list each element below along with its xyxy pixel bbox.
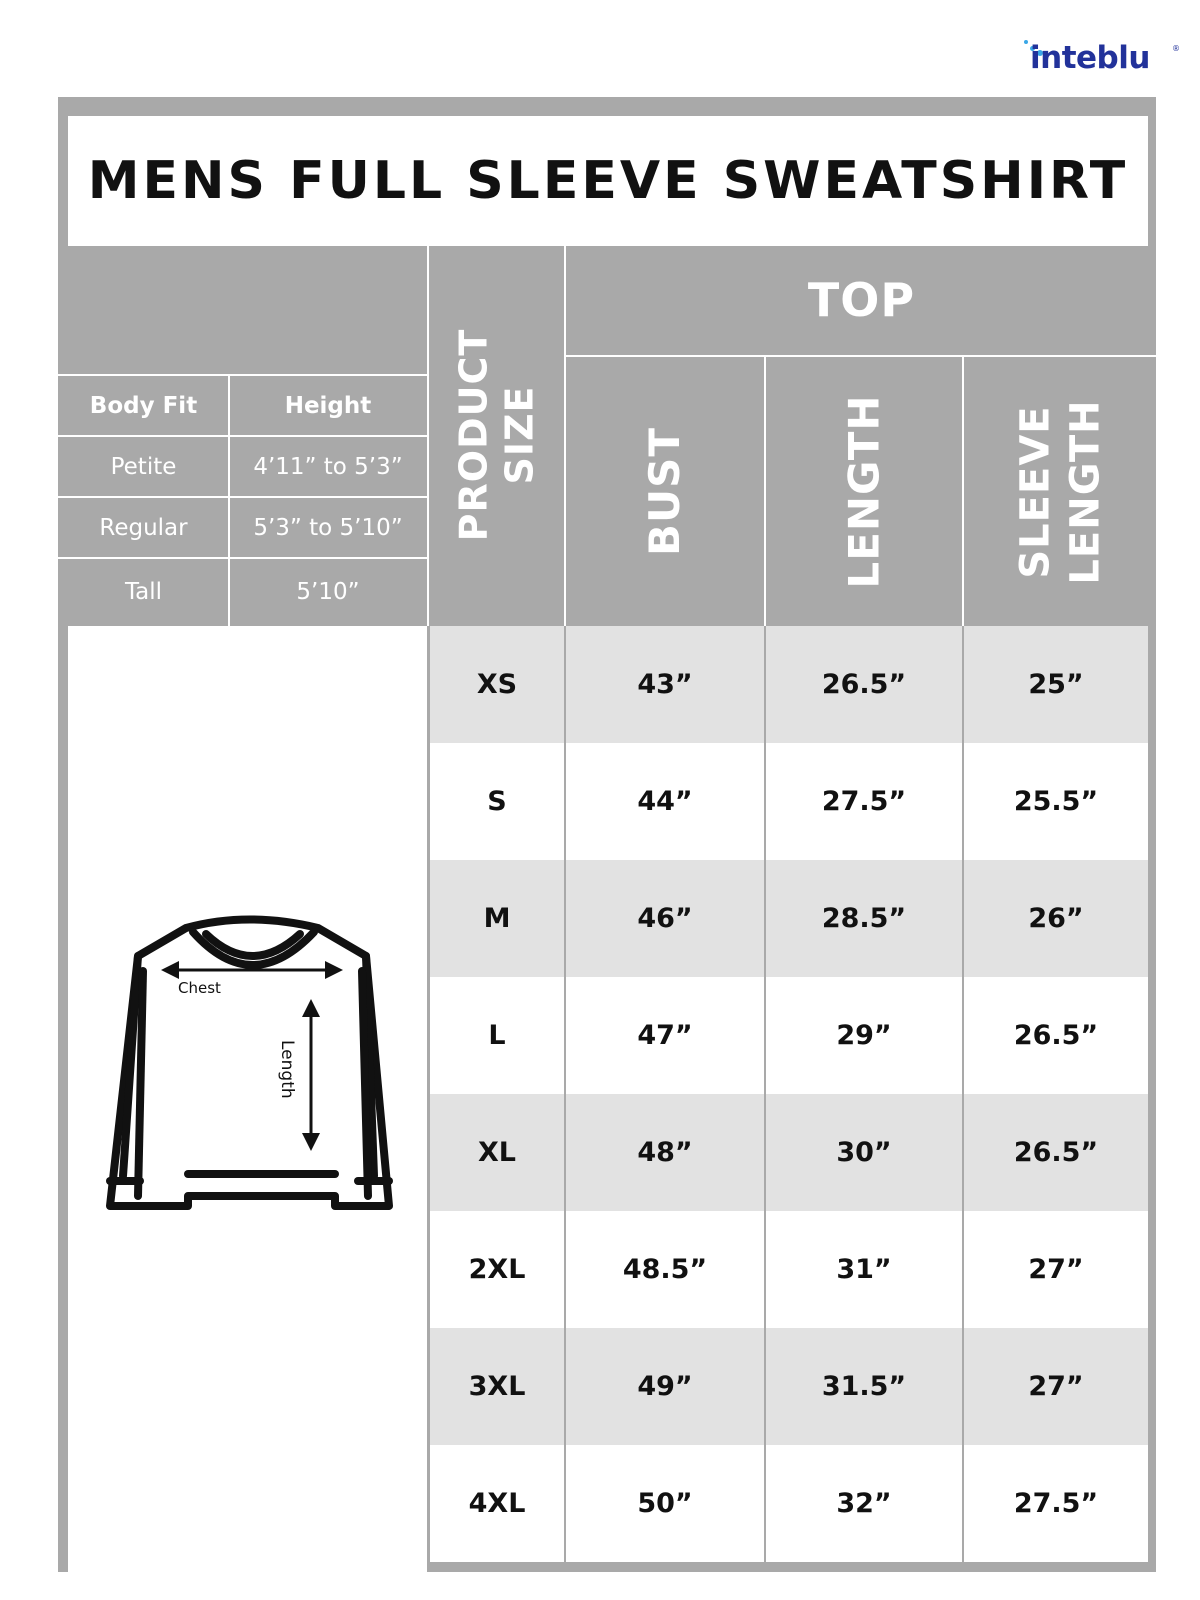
- body-fit-header: Body Fit: [89, 392, 198, 419]
- sleeve-header-line-2: LENGTH: [1063, 398, 1109, 585]
- size-cell: 2XL: [468, 1254, 526, 1285]
- product-size-line-1: PRODUCT: [451, 328, 496, 542]
- sleeve-cell: 25”: [1028, 669, 1084, 700]
- divider: [427, 626, 429, 1572]
- table-row: [430, 1445, 1148, 1562]
- size-cell: 3XL: [468, 1371, 526, 1402]
- divider: [58, 374, 427, 376]
- body-fit-regular: Regular: [99, 514, 188, 541]
- table-row: [430, 1328, 1148, 1445]
- sleeve-cell: 26.5”: [1013, 1020, 1099, 1051]
- bust-header: [566, 357, 764, 626]
- sleeve-cell: 26.5”: [1013, 1137, 1099, 1168]
- length-label: Length: [277, 1040, 297, 1099]
- table-row: [430, 1094, 1148, 1211]
- body-fit-petite: Petite: [110, 453, 177, 480]
- size-cell: 4XL: [468, 1488, 526, 1519]
- size-cell: XS: [476, 669, 518, 700]
- sweatshirt-icon: [68, 626, 427, 1572]
- length-cell: 29”: [836, 1020, 892, 1051]
- sleeve-cell: 26”: [1028, 903, 1084, 934]
- length-cell: 32”: [836, 1488, 892, 1519]
- title-box: [68, 116, 1148, 246]
- table-row: [430, 860, 1148, 977]
- divider: [564, 626, 566, 1572]
- size-cell: M: [483, 903, 511, 934]
- sleeve-length-header: [964, 357, 1158, 626]
- sleeve-cell: 27.5”: [1013, 1488, 1099, 1519]
- bust-cell: 44”: [637, 786, 693, 817]
- logo-registered-mark: ®: [1172, 44, 1180, 53]
- table-row: [430, 977, 1148, 1094]
- size-cell: L: [488, 1020, 506, 1051]
- height-tall: 5’10”: [296, 579, 360, 605]
- length-cell: 30”: [836, 1137, 892, 1168]
- table-row: [430, 1211, 1148, 1328]
- length-cell: 28.5”: [821, 903, 907, 934]
- length-header-label: LENGTH: [839, 394, 889, 589]
- height-petite: 4’11” to 5’3”: [253, 453, 403, 480]
- length-cell: 31.5”: [821, 1371, 907, 1402]
- length-cell: 27.5”: [821, 786, 907, 817]
- bust-cell: 48.5”: [622, 1254, 708, 1285]
- page-title: MENS FULL SLEEVE SWEATSHIRT: [87, 151, 1129, 211]
- sleeve-cell: 25.5”: [1013, 786, 1099, 817]
- divider: [58, 435, 427, 437]
- bust-cell: 49”: [637, 1371, 693, 1402]
- length-cell: 31”: [836, 1254, 892, 1285]
- bust-cell: 43”: [637, 669, 693, 700]
- divider: [58, 557, 427, 559]
- brand-logo: [1024, 38, 1180, 78]
- table-row: [430, 626, 1148, 743]
- length-cell: 26.5”: [821, 669, 907, 700]
- bust-cell: 46”: [637, 903, 693, 934]
- divider: [764, 626, 766, 1572]
- top-group-header: TOP: [807, 273, 916, 327]
- body-fit-table: [58, 375, 427, 626]
- product-size-header: [429, 250, 564, 620]
- bust-header-label: BUST: [640, 426, 690, 557]
- logo-text: inteblu: [1030, 40, 1150, 76]
- height-header: Height: [284, 392, 372, 419]
- sleeve-cell: 27”: [1028, 1254, 1084, 1285]
- bust-cell: 48”: [637, 1137, 693, 1168]
- size-cell: S: [487, 786, 507, 817]
- length-header: [766, 357, 962, 626]
- divider: [58, 496, 427, 498]
- bust-cell: 50”: [637, 1488, 693, 1519]
- logo-dot: [1024, 40, 1028, 44]
- chest-label: Chest: [178, 979, 221, 997]
- size-cell: XL: [477, 1137, 517, 1168]
- sweatshirt-illustration-panel: [68, 626, 427, 1572]
- divider: [962, 626, 964, 1572]
- body-fit-tall: Tall: [124, 579, 163, 605]
- divider: [228, 375, 230, 626]
- height-regular: 5’3” to 5’10”: [253, 514, 403, 541]
- sleeve-cell: 27”: [1028, 1371, 1084, 1402]
- product-size-line-2: SIZE: [497, 385, 542, 485]
- bust-cell: 47”: [637, 1020, 693, 1051]
- sleeve-header-line-1: SLEEVE: [1013, 404, 1059, 579]
- table-row: [430, 743, 1148, 860]
